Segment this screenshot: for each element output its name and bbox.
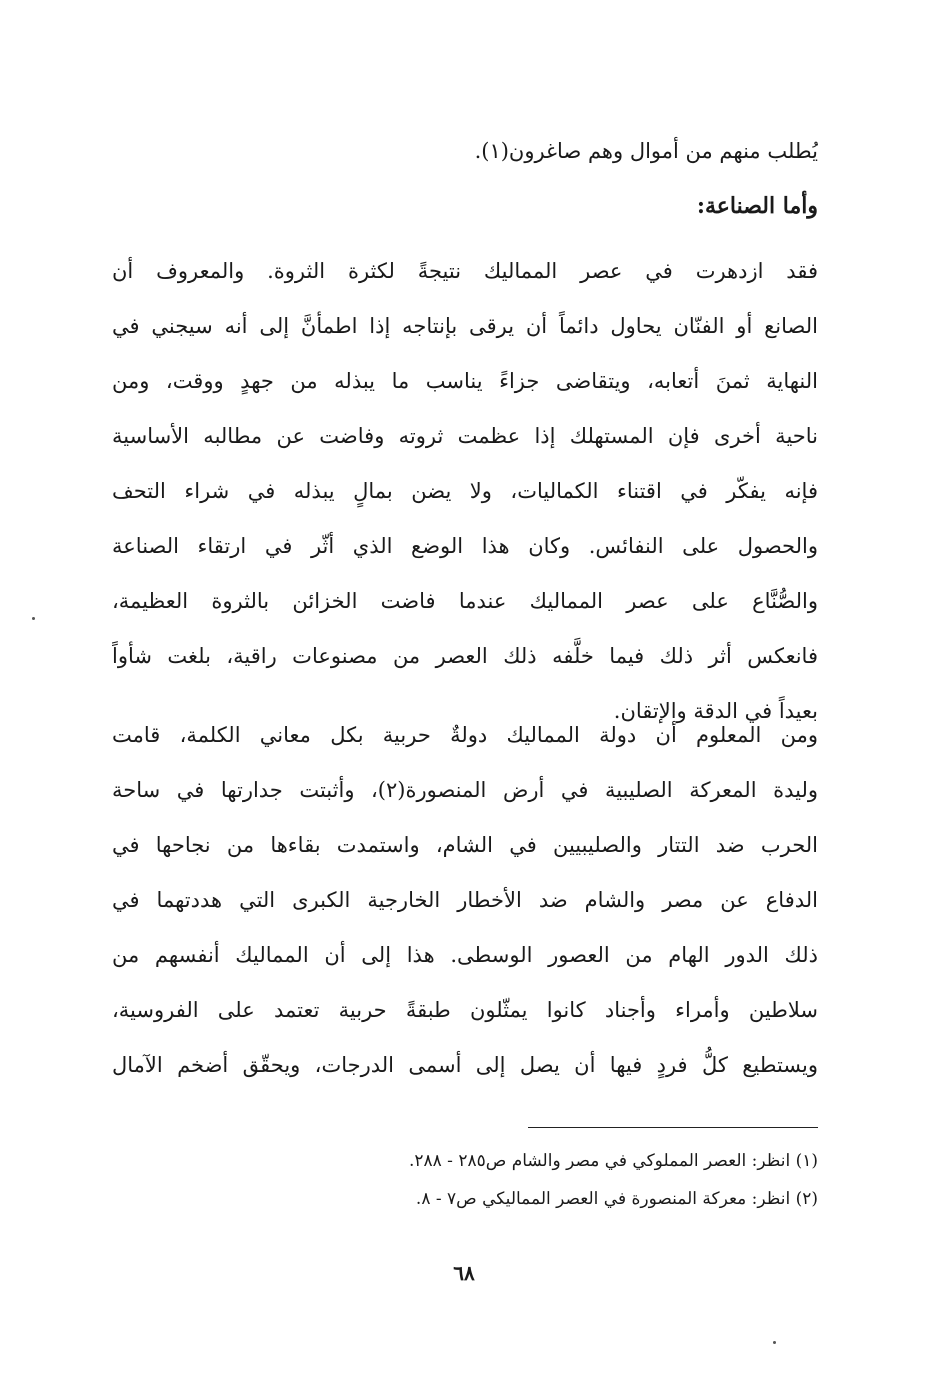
footnotes (409, 1142, 818, 1218)
intro-line: يُطلب منهم من أموال وهم صاغرون(١). (474, 139, 818, 163)
paragraph-line: ذلك الدور الهام من العصور الوسطى. هذا إلى أن المماليك أنفسهم من (112, 943, 818, 967)
section-heading: وأما الصناعة: (696, 193, 818, 219)
scan-speck (773, 1341, 776, 1344)
paragraph-line: والصُّنَّاع على عصر المماليك عندما فاضت الخزائن بالثروة العظيمة، (112, 589, 818, 613)
paragraph-line: سلاطين وأمراء وأجناد كانوا يمثّلون طبقةً حربية تعتمد على الفروسية، (112, 998, 818, 1022)
footnote-1: (١) انظر: العصر المملوكي في مصر والشام ص٢٨٥ - ٢٨٨. (408, 1151, 818, 1171)
paragraph-line: بعيداً في الدقة والإتقان. (613, 699, 818, 723)
paragraph-line: الدفاع عن مصر والشام ضد الأخطار الخارجية الكبرى التي هددتهما في (112, 888, 818, 912)
footnote-divider (528, 1127, 818, 1128)
paragraph-line: فقد ازدهرت في عصر المماليك نتيجةً لكثرة الثروة. والمعروف أن (112, 259, 818, 283)
paragraph-line: الحرب ضد التتار والصليبيين في الشام، واستمدت بقاءها من نجاحها في (112, 833, 818, 857)
paragraph-line: النهاية ثمنَ أتعابه، ويتقاضى جزاءً يناسب ما يبذله من جهدٍ ووقت، ومن (112, 369, 818, 393)
paragraph-line: وليدة المعركة الصليبية في أرض المنصورة(٢)، وأثبتت جدارتها في ساحة (112, 778, 818, 802)
paragraph-line: والحصول على النفائس. وكان هذا الوضع الذي أثّر في ارتقاء الصناعة (112, 534, 818, 558)
paragraph-line: فانعكس أثر ذلك فيما خلَّفه ذلك العصر من مصنوعات راقية، بلغت شأواً (112, 644, 818, 668)
intro-line-block (112, 124, 818, 179)
paragraph-1 (112, 244, 818, 739)
paragraph-line: الصانع أو الفنّان يحاول دائماً أن يرقى بإنتاجه إذا اطمأنَّ إلى أنه سيجني في (112, 314, 818, 338)
page-number: ٦٨ (453, 1261, 475, 1285)
scan-speck (32, 617, 35, 620)
footnote-2: (٢) انظر: معركة المنصورة في العصر المماليكي ص٧ - ٨. (415, 1189, 818, 1209)
paragraph-line: ناحية أخرى فإن المستهلك إذا عظمت ثروته وفاضت عن مطالبه الأساسية (112, 424, 818, 448)
paragraph-line: ويستطيع كلُّ فردٍ فيها أن يصل إلى أسمى الدرجات، ويحقّق أضخم الآمال (112, 1053, 818, 1077)
paragraph-line: ومن المعلوم أن دولة المماليك دولةٌ حربية بكل معاني الكلمة، قامت (112, 723, 818, 747)
paragraph-2 (112, 708, 818, 1093)
paragraph-line: فإنه يفكّر في اقتناء الكماليات، ولا يضن بمالٍ يبذله في شراء التحف (112, 479, 818, 503)
